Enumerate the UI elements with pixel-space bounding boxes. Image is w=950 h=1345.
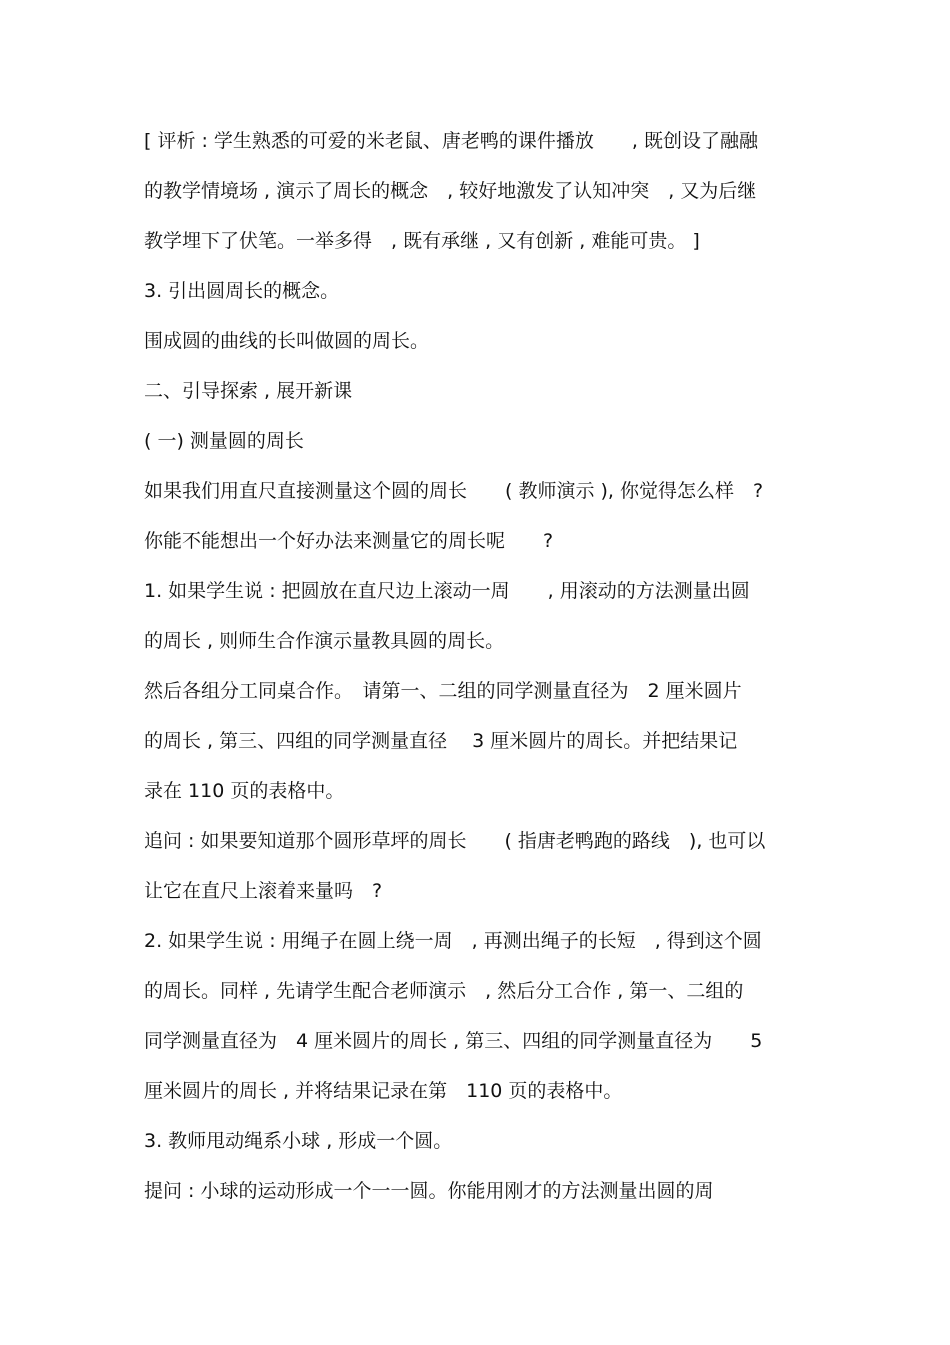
text-line: 厘米圆片的周长 , 并将结果记录在第 110 页的表格中。	[144, 1080, 623, 1102]
text-line: 你能不能想出一个好办法来测量它的周长呢 ?	[144, 530, 554, 552]
text-line: 让它在直尺上滚着来量吗 ?	[144, 880, 383, 902]
text-line: 的周长 , 则师生合作演示量教具圆的周长。	[144, 630, 505, 652]
text-line: 围成圆的曲线的长叫做圆的周长。	[144, 330, 430, 352]
text-line: 提问 : 小球的运动形成一个一一圆。你能用刚才的方法测量出圆的周	[144, 1180, 714, 1202]
subsection-heading: ( 一) 测量圆的周长	[144, 430, 304, 452]
text-line: 如果我们用直尺直接测量这个圆的周长 ( 教师演示 ), 你觉得怎么样 ?	[144, 480, 764, 502]
text-line: 2. 如果学生说 : 用绳子在圆上绕一周 , 再测出绳子的长短 , 得到这个圆	[144, 930, 762, 952]
text-line: 追问 : 如果要知道那个圆形草坪的周长 ( 指唐老鸭跑的路线 ), 也可以	[144, 830, 766, 852]
text-line: 3. 引出圆周长的概念。	[144, 280, 340, 302]
document-body	[144, 121, 824, 1221]
text-line: 然后各组分工同桌合作。 请第一、二组的同学测量直径为 2 厘米圆片	[144, 680, 742, 702]
text-line: 录在 110 页的表格中。	[144, 780, 345, 802]
section-heading: 二、引导探索 , 展开新课	[144, 380, 353, 402]
text-line: 3. 教师甩动绳系小球 , 形成一个圆。	[144, 1130, 453, 1152]
text-line: 教学埋下了伏笔。一举多得 , 既有承继 , 又有创新 , 难能可贵。 ]	[144, 230, 700, 252]
text-line: [ 评析 : 学生熟悉的可爱的米老鼠、唐老鸭的课件播放 , 既创设了融融	[144, 130, 759, 152]
text-line: 的周长 , 第三、四组的同学测量直径 3 厘米圆片的周长。并把结果记	[144, 730, 738, 752]
text-line: 的周长。同样 , 先请学生配合老师演示 , 然后分工合作 , 第一、二组的	[144, 980, 744, 1002]
text-line: 1. 如果学生说 : 把圆放在直尺边上滚动一周 , 用滚动的方法测量出圆	[144, 580, 750, 602]
text-line: 的教学情境场 , 演示了周长的概念 , 较好地激发了认知冲突 , 又为后继	[144, 180, 757, 202]
text-line: 同学测量直径为 4 厘米圆片的周长 , 第三、四组的同学测量直径为 5	[144, 1030, 763, 1052]
